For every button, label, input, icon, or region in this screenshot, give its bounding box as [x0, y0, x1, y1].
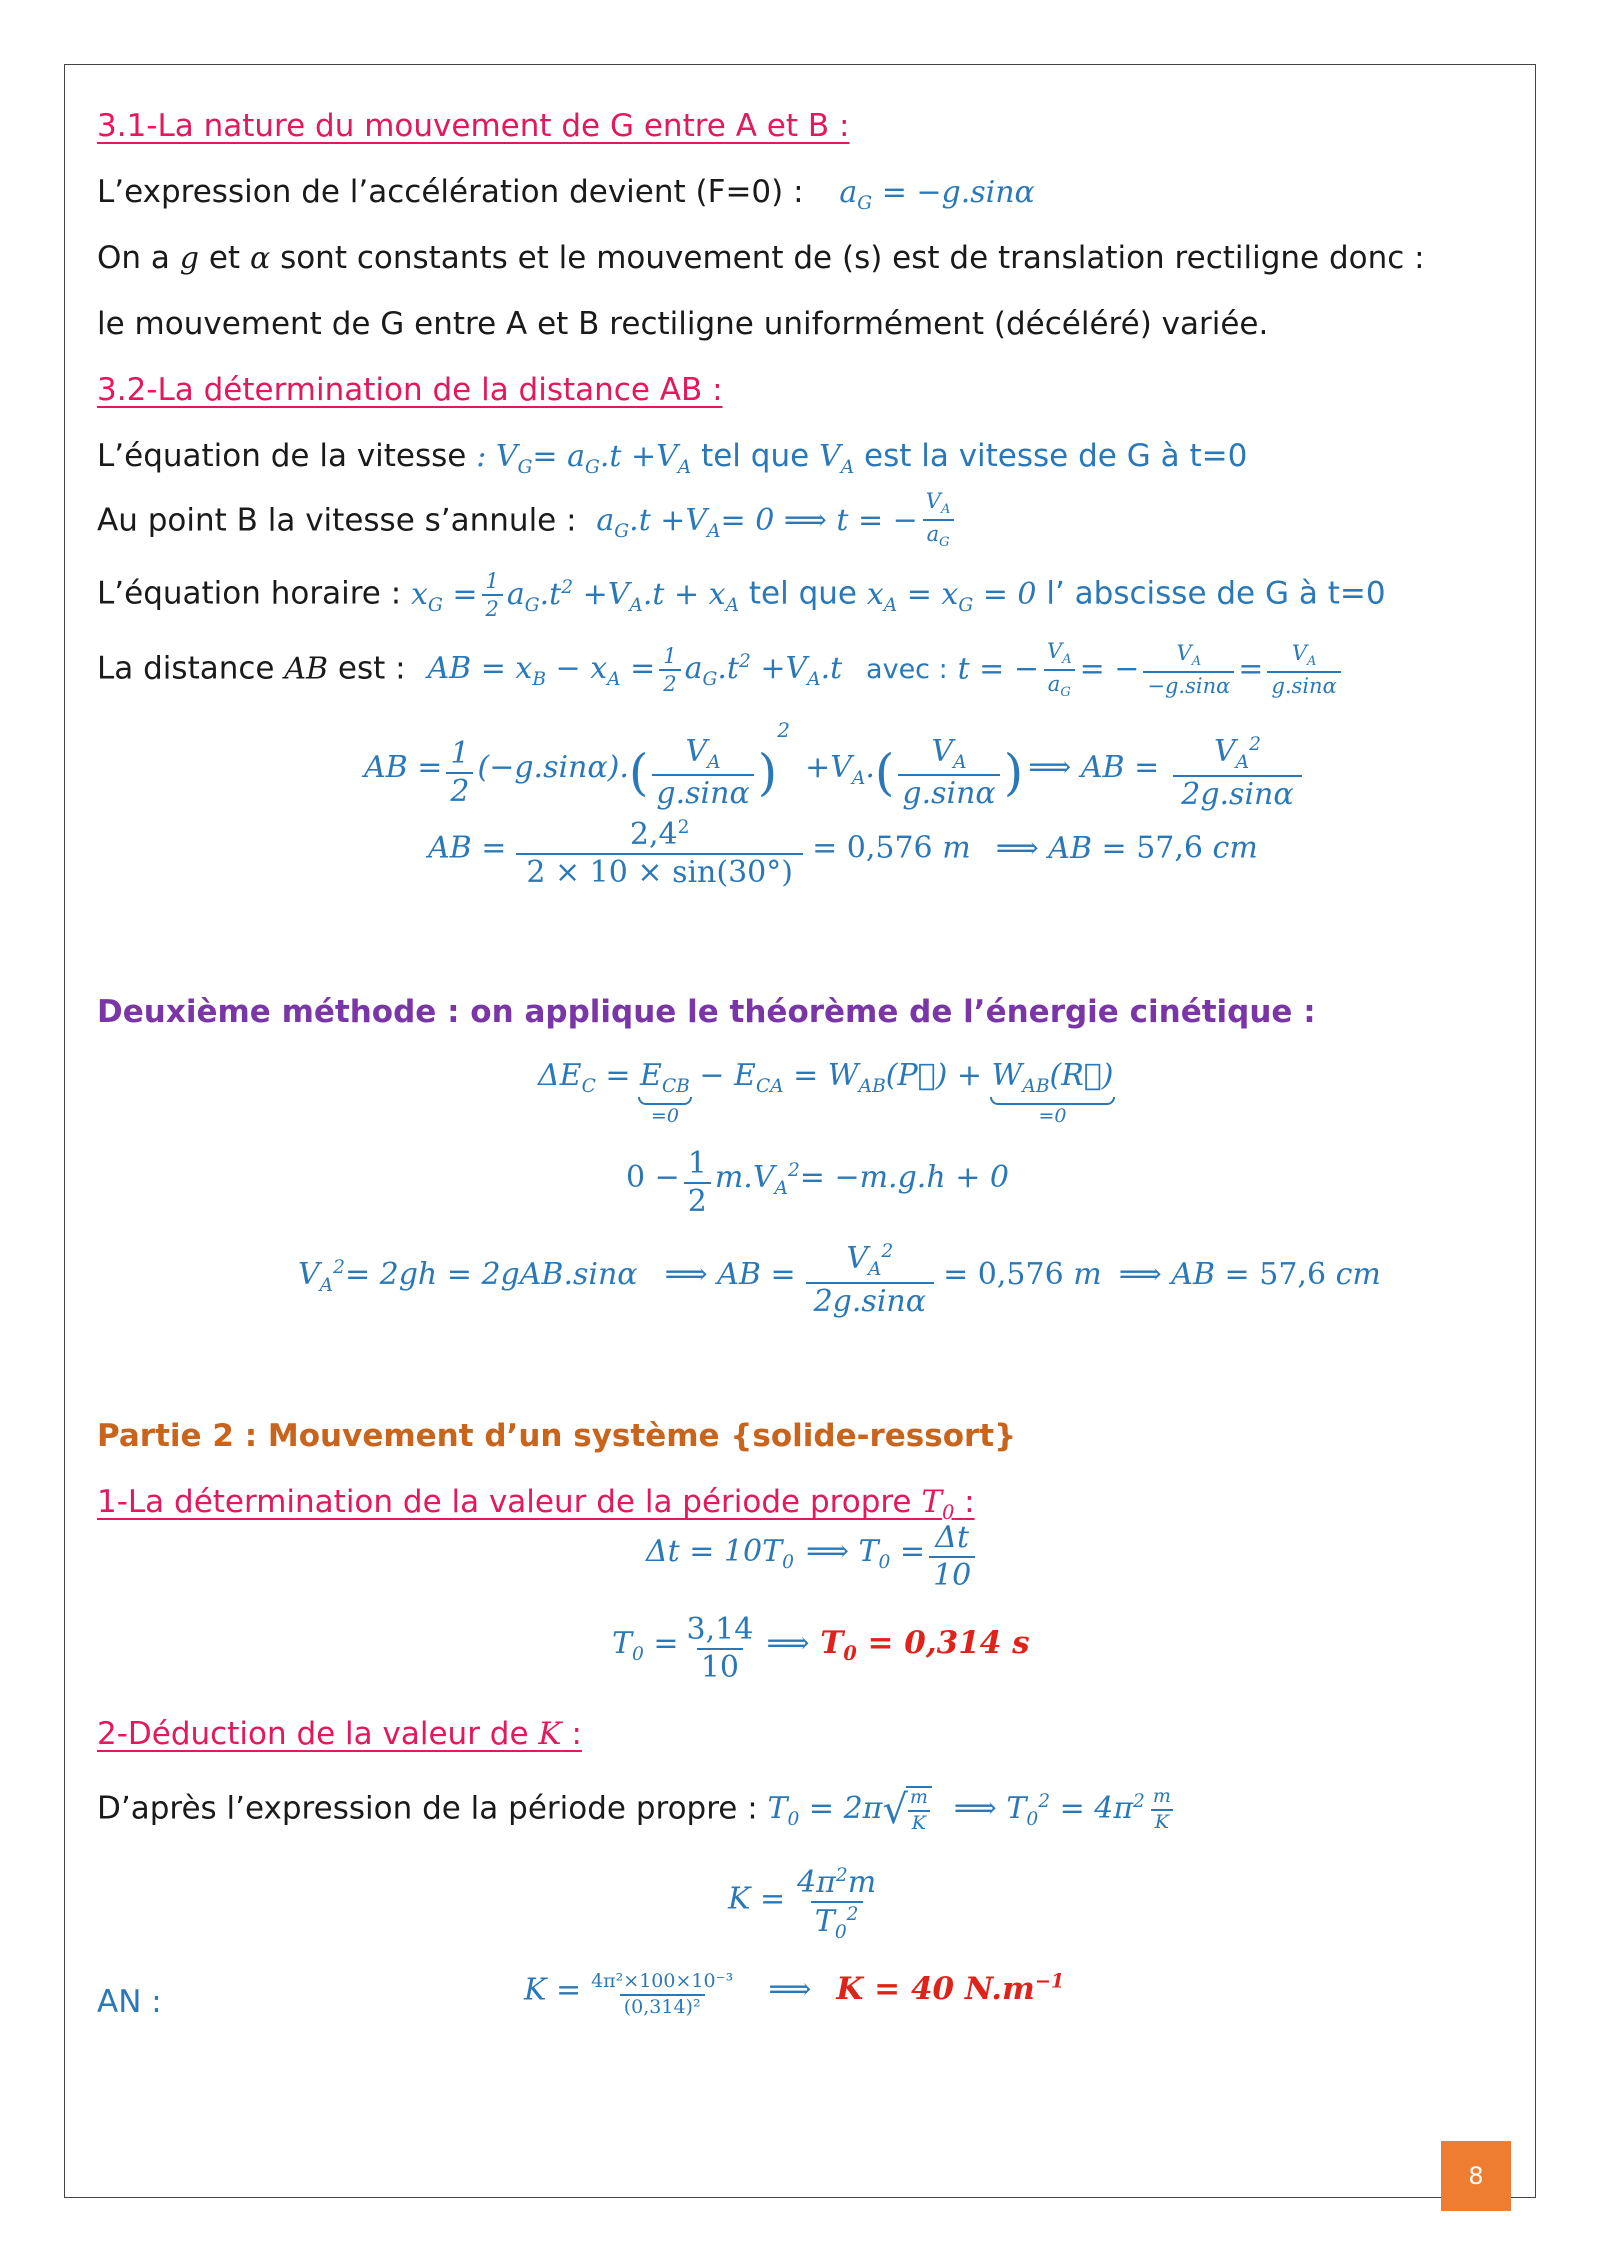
part2-q1-tail: : [964, 1484, 975, 1520]
part2-q2-text: 2-Déduction de la valeur de [97, 1716, 529, 1752]
part2-num: 3,14 [686, 1612, 754, 1647]
s31-l2-c: sont constants et le mouvement de (s) est de translation rectiligne donc : [280, 240, 1425, 276]
part2-q1-text: 1-La détermination de la valeur de la période propre [97, 1484, 912, 1520]
s32-numerical: AB = $\frac{2,4^2}{2 \times 10 \times \sin(30^\circ)}$ = 0,576 m ⟹ AB = 57,6 cm [428, 817, 1258, 890]
s31-line2 [97, 240, 1425, 276]
part2-q2-sym: K [538, 1716, 562, 1752]
s32-den: 2 × 10 × sin(30°) [516, 853, 803, 889]
page-number: 8 [1441, 2141, 1511, 2211]
s32-result-cm: 57,6 [1136, 830, 1203, 866]
method2-zero-1: =0 [650, 1105, 679, 1127]
s32-line4: La distance AB est : AB = $x_B - x_A$ = $\frac{1}{2}$ $a_G.t^2 +V_A.t$ avec : t = − $\frac{V_A}{a_G}$ = − $\frac{V_A}{-g.\sin\alpha}$ = $\frac{V_A}{g.\sin\alpha}$ [97, 640, 1345, 700]
s31-l2-alpha: α [249, 241, 271, 276]
s31-line3: le mouvement de G entre A et B rectiligne uniformément (décéléré) variée. [97, 306, 1269, 342]
s32-line3: L’équation horaire : $x_G$ = $\frac{1}{2}$ $a_G.t^2 +V_A.t + x_A$ tel que $x_A = x_G = 0$ l’ abscisse de G à t=0 [97, 569, 1386, 622]
method2-eq1: $\Delta E_C$ = $E_{CB}$ =0 − $E_{CA}$ = $W_{AB}(P⃗)$ + $W_{AB}(R⃗)$ =0 [538, 1058, 1114, 1127]
s32-l4-avec: avec : [866, 654, 948, 686]
part2-an-den: (0,314)² [620, 1994, 705, 2018]
s32-l3-mid: tel que [748, 575, 857, 612]
s31-l2-b: et [208, 240, 241, 276]
part2-q1-heading: 1-La détermination de la valeur de la période propre $T_0$ : [97, 1484, 975, 1525]
s32-l2-text: Au point B la vitesse s’annule : [97, 502, 577, 539]
part2-k-formula: K = $\frac{4\pi^2m}{T_0^2}$ [728, 1865, 877, 1943]
s32-l1-end: est la vitesse de G à t=0 [864, 438, 1248, 474]
part2-heading: Partie 2 : Mouvement d’un système {solide-ressort} [97, 1418, 1017, 1454]
method2-result-m: 0,576 [977, 1257, 1064, 1292]
part2-q2-heading [97, 1716, 582, 1752]
part2-k-numeric: K = $\frac{\text{4π²×100×10⁻³}}{\text{(0,314)²}}$ ⟹ K = 40 $N.m^{-1}$ [524, 1969, 1065, 2018]
s32-l1-mid: tel que [701, 438, 810, 474]
s32-equation-ab: AB = $\frac{1}{2}$ (−g.sinα).( $\frac{V_A}{g.\sin\alpha}$ )$^2 +V_A$.( $\frac{V_A}{g.\sin\alpha}$ ) ⟹ AB = $\frac{V_A^2}{2g.\sin\alpha}$ [364, 718, 1306, 810]
s31-l2-a: On a [97, 240, 170, 276]
s32-line2: Au point B la vitesse s’annule : $a_G.t +V_A= 0$ ⟹ t = − $\frac{V_A}{a_G}$ [97, 492, 958, 552]
method2-eq3: $V_A^2= 2gh = 2gAB.\sin\alpha$ ⟹ AB = $\frac{V_A^2}{2g.\sin\alpha}$ = 0,576 m ⟹ AB = 57,6 cm [298, 1241, 1381, 1319]
method2-eq2: 0 − $\frac{1}{2}$ $m.V_A^2= -m.g.h + 0$ [626, 1146, 1009, 1219]
method2-result-cm: 57,6 [1259, 1257, 1327, 1292]
method2-heading: Deuxième méthode : on applique le théorème de l’énergie cinétique : [97, 994, 1316, 1030]
part2-eq1: $\Delta t = 10T_0$ ⟹ $T_0$ = $\frac{\Delta t}{10}$ [646, 1522, 979, 1591]
s32-l3-end: l’ abscisse de G à t=0 [1046, 575, 1386, 612]
method2-zero-2: =0 [1038, 1105, 1067, 1127]
section-3-1-heading: 3.1-La nature du mouvement de G entre A et B : [97, 108, 850, 144]
part2-q1-sym: T [921, 1484, 943, 1520]
s32-l4-est: est : [337, 650, 406, 687]
part2-t0-result: 0,314 [904, 1625, 1002, 1661]
s31-l2-g: g [179, 241, 199, 276]
s32-l3-text: L’équation horaire : [97, 575, 402, 612]
section-3-2-heading: 3.2-La détermination de la distance AB : [97, 372, 723, 408]
an-label: AN : [97, 1984, 162, 2020]
s32-l1-text: L’équation de la vitesse [97, 438, 467, 474]
part2-ten-2: 10 [697, 1648, 743, 1684]
s31-line1: L’expression de l’accélération devient (F=0) : $a_G = -g.\sin\alpha$ [97, 174, 1035, 214]
s32-line1: L’équation de la vitesse : $V_G= a_G.t +V_A$ tel que $V_A$ est la vitesse de G à t=0 [97, 438, 1248, 478]
s32-result-m: 0,576 [846, 830, 933, 866]
s32-l4-text: La distance [97, 650, 275, 687]
part2-eq2: $T_0$ = $\frac{3,14}{10}$ ⟹ $T_0 = 0,314$ s [612, 1612, 1030, 1685]
part2-an-num: 4π²×100×10⁻³ [591, 1969, 734, 1992]
s32-l4-ab: AB [284, 651, 329, 687]
s31-line1-text: L’expression de l’accélération devient (F=0) : [97, 174, 804, 210]
part2-q2-tail: : [571, 1716, 582, 1752]
part2-period-line: D’après l’expression de la période propre : $T_0 = 2\pi√$ $\frac{m}{K}$ ⟹ $T_0^2 = 4\pi^2$ $\frac{m}{K}$ [97, 1786, 1179, 1834]
part2-period-text: D’après l’expression de la période propre : [97, 1790, 758, 1827]
part2-ten: 10 [929, 1556, 975, 1592]
part2-k-result: 40 [910, 1971, 955, 2008]
